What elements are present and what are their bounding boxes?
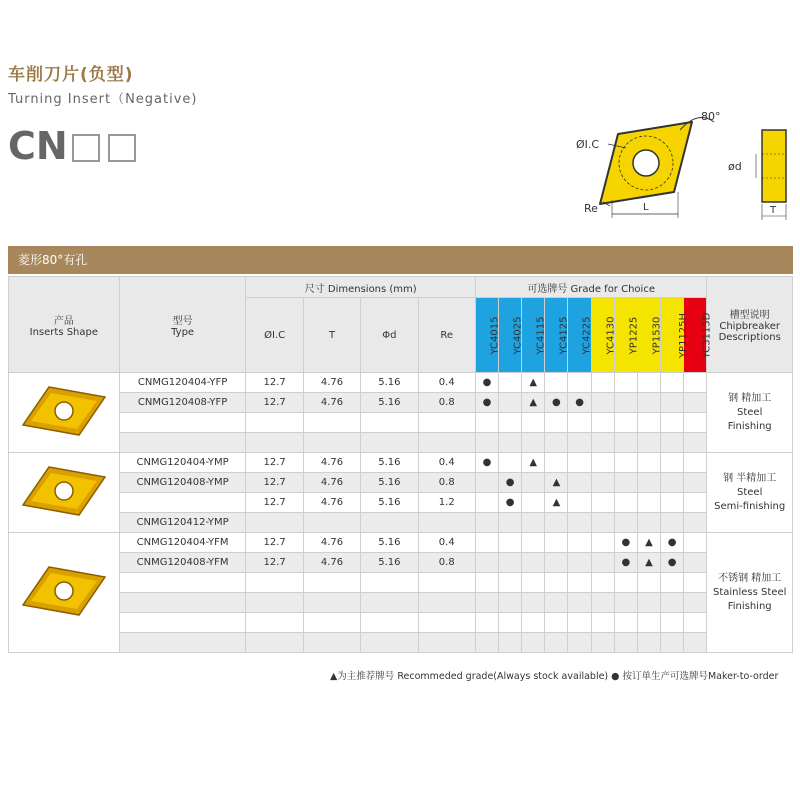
grade-mark-cell bbox=[522, 573, 545, 593]
grade-mark-cell bbox=[684, 553, 707, 573]
insert-shape-cell bbox=[9, 373, 120, 453]
header-t: T bbox=[303, 298, 360, 373]
grade-label: YC4125 bbox=[558, 316, 570, 354]
grade-mark-cell bbox=[499, 453, 522, 473]
grade-mark-cell bbox=[568, 373, 591, 393]
grade-mark-cell: ▲ bbox=[637, 533, 660, 553]
grade-mark-cell bbox=[568, 473, 591, 493]
header-type bbox=[119, 277, 246, 373]
type-cell bbox=[119, 413, 246, 433]
grade-mark-cell bbox=[684, 373, 707, 393]
t-cell: 4.76 bbox=[303, 453, 360, 473]
od-label: ød bbox=[728, 160, 742, 173]
chipbreaker-description bbox=[707, 533, 793, 653]
grade-mark-cell bbox=[591, 633, 614, 653]
table-row bbox=[9, 553, 793, 573]
grade-label: YP1225 bbox=[628, 316, 640, 354]
ic-cell: 12.7 bbox=[246, 493, 303, 513]
ic-label: ØI.C bbox=[576, 138, 600, 151]
grade-mark-cell bbox=[684, 413, 707, 433]
grade-mark-cell: ● bbox=[614, 553, 637, 573]
desc-line: Finishing bbox=[727, 420, 772, 432]
grade-mark-cell bbox=[522, 473, 545, 493]
grade-mark-cell bbox=[522, 593, 545, 613]
l-label: L bbox=[643, 202, 649, 213]
grade-mark-cell: ▲ bbox=[545, 493, 568, 513]
grade-label: YC4025 bbox=[512, 316, 524, 354]
header-chip-en2: Descriptions bbox=[718, 332, 781, 343]
insert-table bbox=[8, 276, 793, 653]
grade-mark-cell bbox=[614, 573, 637, 593]
desc-line: 不锈钢 精加工 bbox=[718, 572, 782, 584]
grade-label: YC4225 bbox=[581, 316, 593, 354]
header-grades: 可选牌号 Grade for Choice bbox=[475, 277, 706, 298]
grade-mark-cell bbox=[637, 513, 660, 533]
placeholder-box-1 bbox=[72, 134, 100, 162]
type-cell bbox=[119, 573, 246, 593]
insert-code: CN bbox=[8, 124, 68, 168]
grade-mark-cell bbox=[637, 413, 660, 433]
grade-mark-cell bbox=[499, 573, 522, 593]
grade-mark-cell bbox=[545, 433, 568, 453]
ic-cell bbox=[246, 413, 303, 433]
grade-mark-cell bbox=[522, 613, 545, 633]
grade-header-yc4015 bbox=[475, 298, 501, 373]
grade-mark-cell bbox=[614, 633, 637, 653]
header-type-cn: 型号 bbox=[172, 315, 193, 327]
table-row bbox=[9, 513, 793, 533]
grade-mark-cell bbox=[568, 513, 591, 533]
grade-mark-cell bbox=[684, 573, 707, 593]
re-cell: 0.4 bbox=[418, 453, 475, 473]
grade-mark-cell bbox=[614, 593, 637, 613]
grade-mark-cell bbox=[637, 573, 660, 593]
t-cell bbox=[303, 593, 360, 613]
section-bar: 菱形80°有孔 bbox=[8, 246, 793, 274]
grade-mark-cell: ▲ bbox=[522, 453, 545, 473]
insert-shape-cell bbox=[9, 533, 120, 653]
chipbreaker-description bbox=[707, 453, 793, 533]
type-cell: CNMG120404-YFP bbox=[119, 373, 246, 393]
grade-mark-cell bbox=[684, 493, 707, 513]
grade-label: YC4115 bbox=[535, 316, 547, 354]
grade-label: YC4015 bbox=[489, 316, 501, 354]
grade-mark-cell bbox=[475, 593, 498, 613]
grade-mark-cell bbox=[591, 573, 614, 593]
grade-mark-cell bbox=[684, 513, 707, 533]
grade-mark-cell: ▲ bbox=[522, 393, 545, 413]
table-row bbox=[9, 573, 793, 593]
type-cell bbox=[119, 633, 246, 653]
grade-mark-cell bbox=[614, 453, 637, 473]
type-cell: CNMG120408-YFM bbox=[119, 553, 246, 573]
grade-mark-cell bbox=[475, 613, 498, 633]
ic-cell bbox=[246, 573, 303, 593]
grade-mark-cell bbox=[637, 393, 660, 413]
grade-mark-cell bbox=[522, 413, 545, 433]
grade-mark-cell bbox=[522, 533, 545, 553]
table-row bbox=[9, 413, 793, 433]
grade-mark-cell bbox=[661, 573, 684, 593]
grade-mark-cell bbox=[637, 613, 660, 633]
header-shape-cn: 产品 bbox=[53, 315, 74, 327]
t-cell: 4.76 bbox=[303, 533, 360, 553]
ic-cell bbox=[246, 433, 303, 453]
grade-mark-cell: ▲ bbox=[637, 553, 660, 573]
insert-image bbox=[19, 561, 109, 621]
grade-mark-cell bbox=[475, 573, 498, 593]
ic-cell: 12.7 bbox=[246, 553, 303, 573]
header-dimensions: 尺寸 Dimensions (mm) bbox=[246, 277, 475, 298]
grade-mark-cell bbox=[545, 533, 568, 553]
grade-mark-cell bbox=[614, 513, 637, 533]
grade-mark-cell bbox=[614, 433, 637, 453]
grade-mark-cell bbox=[545, 373, 568, 393]
grade-mark-cell bbox=[591, 393, 614, 413]
grade-mark-cell bbox=[568, 533, 591, 553]
d-cell bbox=[361, 513, 418, 533]
re-label: Re bbox=[584, 202, 598, 215]
t-cell: 4.76 bbox=[303, 493, 360, 513]
d-cell: 5.16 bbox=[361, 453, 418, 473]
legend-footer: ▲为主推荐牌号 Recommeded grade(Always stock available) ● 按订单生产可选牌号Maker-to-order bbox=[330, 671, 779, 682]
header-d: Φd bbox=[361, 298, 418, 373]
grade-mark-cell bbox=[591, 553, 614, 573]
grade-mark-cell bbox=[661, 413, 684, 433]
grade-label: YP1125H bbox=[678, 312, 690, 358]
grade-mark-cell bbox=[684, 613, 707, 633]
d-cell bbox=[361, 613, 418, 633]
grade-mark-cell bbox=[684, 453, 707, 473]
grade-mark-cell bbox=[568, 433, 591, 453]
ic-cell bbox=[246, 513, 303, 533]
header-re: Re bbox=[418, 298, 475, 373]
grade-mark-cell: ● bbox=[661, 553, 684, 573]
desc-line: 钢 精加工 bbox=[728, 392, 772, 404]
type-cell: CNMG120408-YMP bbox=[119, 473, 246, 493]
grade-label: YC4130 bbox=[605, 316, 617, 354]
grade-mark-cell bbox=[499, 593, 522, 613]
table-row bbox=[9, 593, 793, 613]
ic-cell bbox=[246, 593, 303, 613]
grade-mark-cell bbox=[614, 393, 637, 413]
grade-mark-cell bbox=[475, 413, 498, 433]
re-cell: 0.8 bbox=[418, 473, 475, 493]
desc-line: 钢 半精加工 bbox=[723, 472, 777, 484]
grade-mark-cell bbox=[661, 393, 684, 413]
type-cell bbox=[119, 493, 246, 513]
grade-mark-cell bbox=[637, 433, 660, 453]
grade-mark-cell bbox=[614, 473, 637, 493]
grade-mark-cell bbox=[661, 593, 684, 613]
grade-mark-cell bbox=[475, 553, 498, 573]
d-cell: 5.16 bbox=[361, 553, 418, 573]
grade-mark-cell bbox=[499, 393, 522, 413]
table-row bbox=[9, 533, 793, 553]
d-cell: 5.16 bbox=[361, 473, 418, 493]
grade-mark-cell bbox=[522, 633, 545, 653]
type-cell: CNMG120404-YFM bbox=[119, 533, 246, 553]
grade-mark-cell bbox=[684, 593, 707, 613]
d-cell bbox=[361, 593, 418, 613]
re-cell: 0.8 bbox=[418, 553, 475, 573]
ic-cell: 12.7 bbox=[246, 373, 303, 393]
grade-mark-cell bbox=[568, 593, 591, 613]
grade-mark-cell bbox=[545, 413, 568, 433]
insert-hole bbox=[633, 150, 659, 176]
grade-mark-cell bbox=[591, 413, 614, 433]
grade-label: YP1530 bbox=[651, 316, 663, 354]
grade-header-yc4115 bbox=[522, 298, 545, 373]
desc-line: Finishing bbox=[727, 600, 772, 612]
d-cell bbox=[361, 433, 418, 453]
grade-mark-cell bbox=[684, 473, 707, 493]
grade-mark-cell bbox=[591, 473, 614, 493]
d-cell: 5.16 bbox=[361, 373, 418, 393]
grade-mark-cell bbox=[614, 413, 637, 433]
t-cell bbox=[303, 613, 360, 633]
grade-mark-cell bbox=[591, 513, 614, 533]
grade-mark-cell bbox=[499, 373, 522, 393]
table-row bbox=[9, 453, 793, 473]
grade-mark-cell bbox=[499, 433, 522, 453]
grade-mark-cell bbox=[522, 513, 545, 533]
grade-mark-cell bbox=[475, 633, 498, 653]
re-cell bbox=[418, 433, 475, 453]
desc-line: Steel bbox=[737, 406, 763, 418]
type-cell: CNMG120412-YMP bbox=[119, 513, 246, 533]
grade-mark-cell bbox=[545, 593, 568, 613]
grade-header-yc4125 bbox=[545, 298, 568, 373]
grade-mark-cell bbox=[591, 493, 614, 513]
insert-image bbox=[19, 461, 109, 521]
header-type-en: Type bbox=[171, 326, 195, 338]
grade-mark-cell: ● bbox=[475, 453, 498, 473]
grade-mark-cell bbox=[522, 553, 545, 573]
header-ic: ØI.C bbox=[246, 298, 303, 373]
angle-label: 80° bbox=[701, 110, 721, 123]
grade-mark-cell bbox=[661, 433, 684, 453]
grade-mark-cell bbox=[661, 453, 684, 473]
grade-mark-cell bbox=[499, 613, 522, 633]
t-cell: 4.76 bbox=[303, 553, 360, 573]
grade-mark-cell bbox=[614, 493, 637, 513]
grade-mark-cell bbox=[568, 613, 591, 633]
grade-mark-cell bbox=[637, 473, 660, 493]
grade-mark-cell bbox=[637, 633, 660, 653]
insert-side-view bbox=[762, 130, 786, 202]
ic-cell: 12.7 bbox=[246, 453, 303, 473]
grade-mark-cell: ● bbox=[661, 533, 684, 553]
type-cell: CNMG120408-YFP bbox=[119, 393, 246, 413]
re-cell bbox=[418, 513, 475, 533]
grade-mark-cell bbox=[637, 453, 660, 473]
grade-mark-cell bbox=[661, 513, 684, 533]
table-row bbox=[9, 393, 793, 413]
ic-cell: 12.7 bbox=[246, 473, 303, 493]
grade-header-yp1225 bbox=[614, 298, 640, 373]
grade-mark-cell bbox=[545, 453, 568, 473]
grade-mark-cell: ● bbox=[475, 393, 498, 413]
grade-mark-cell bbox=[661, 493, 684, 513]
grade-mark-cell bbox=[499, 413, 522, 433]
title-cn: 车削刀片(负型) bbox=[8, 65, 134, 85]
re-cell: 0.4 bbox=[418, 373, 475, 393]
table-row bbox=[9, 373, 793, 393]
grade-mark-cell bbox=[614, 373, 637, 393]
header-shape-en: Inserts Shape bbox=[29, 326, 99, 338]
grade-mark-cell bbox=[637, 493, 660, 513]
grade-mark-cell bbox=[475, 473, 498, 493]
grade-mark-cell bbox=[591, 593, 614, 613]
grade-mark-cell bbox=[545, 613, 568, 633]
grade-mark-cell bbox=[684, 533, 707, 553]
grade-mark-cell bbox=[545, 553, 568, 573]
grade-header-yc4025 bbox=[499, 298, 522, 373]
t-label: T bbox=[770, 205, 777, 216]
type-cell bbox=[119, 613, 246, 633]
ic-cell bbox=[246, 613, 303, 633]
d-cell bbox=[361, 573, 418, 593]
title-en: Turning Insert（Negative) bbox=[8, 92, 198, 107]
grade-mark-cell bbox=[591, 433, 614, 453]
header-chip-cn: 槽型说明 bbox=[729, 310, 770, 321]
insert-diagram bbox=[570, 100, 790, 230]
ic-cell bbox=[246, 633, 303, 653]
grade-mark-cell: ● bbox=[614, 533, 637, 553]
grade-mark-cell bbox=[475, 513, 498, 533]
grade-mark-cell bbox=[545, 633, 568, 653]
grade-mark-cell bbox=[568, 493, 591, 513]
table-row bbox=[9, 433, 793, 453]
grade-mark-cell bbox=[591, 533, 614, 553]
table-row bbox=[9, 493, 793, 513]
grade-mark-cell bbox=[661, 473, 684, 493]
grade-mark-cell bbox=[499, 633, 522, 653]
re-cell bbox=[418, 613, 475, 633]
grade-mark-cell: ● bbox=[545, 393, 568, 413]
t-cell bbox=[303, 573, 360, 593]
chipbreaker-description bbox=[707, 373, 793, 453]
d-cell: 5.16 bbox=[361, 533, 418, 553]
grade-mark-cell: ● bbox=[499, 473, 522, 493]
grade-header-yc4225 bbox=[568, 298, 591, 373]
grade-mark-cell bbox=[684, 393, 707, 413]
table-row bbox=[9, 613, 793, 633]
t-cell: 4.76 bbox=[303, 473, 360, 493]
type-cell bbox=[119, 433, 246, 453]
d-cell: 5.16 bbox=[361, 493, 418, 513]
d-cell bbox=[361, 633, 418, 653]
grade-header-yp1530 bbox=[637, 298, 663, 373]
re-cell bbox=[418, 573, 475, 593]
t-cell: 4.76 bbox=[303, 373, 360, 393]
grade-mark-cell: ▲ bbox=[545, 473, 568, 493]
grade-mark-cell: ▲ bbox=[522, 373, 545, 393]
grade-mark-cell bbox=[568, 573, 591, 593]
grade-mark-cell bbox=[591, 453, 614, 473]
t-cell bbox=[303, 413, 360, 433]
grade-mark-cell bbox=[568, 633, 591, 653]
table-row bbox=[9, 633, 793, 653]
desc-line: Stainless Steel bbox=[712, 586, 787, 598]
ic-cell: 12.7 bbox=[246, 393, 303, 413]
grade-mark-cell bbox=[661, 373, 684, 393]
table-row bbox=[9, 473, 793, 493]
grade-mark-cell bbox=[522, 433, 545, 453]
grade-header-yp1125h bbox=[661, 298, 690, 373]
grade-mark-cell bbox=[661, 613, 684, 633]
re-cell bbox=[418, 413, 475, 433]
placeholder-box-2 bbox=[108, 134, 136, 162]
grade-mark-cell bbox=[568, 413, 591, 433]
t-cell bbox=[303, 513, 360, 533]
desc-line: Steel bbox=[737, 486, 763, 498]
grade-mark-cell: ● bbox=[568, 393, 591, 413]
header-row-1 bbox=[9, 277, 793, 298]
grade-mark-cell bbox=[499, 553, 522, 573]
grade-mark-cell bbox=[684, 633, 707, 653]
grade-mark-cell bbox=[661, 633, 684, 653]
grade-mark-cell bbox=[475, 533, 498, 553]
grade-mark-cell bbox=[475, 433, 498, 453]
type-cell bbox=[119, 593, 246, 613]
grade-mark-cell: ● bbox=[499, 493, 522, 513]
re-cell: 1.2 bbox=[418, 493, 475, 513]
grade-label: YC3115D bbox=[701, 312, 713, 358]
grade-mark-cell bbox=[591, 613, 614, 633]
ic-cell: 12.7 bbox=[246, 533, 303, 553]
grade-mark-cell bbox=[545, 513, 568, 533]
d-cell: 5.16 bbox=[361, 393, 418, 413]
grade-mark-cell bbox=[637, 373, 660, 393]
insert-image bbox=[19, 381, 109, 441]
grade-mark-cell bbox=[614, 613, 637, 633]
grade-header-yc4130 bbox=[591, 298, 617, 373]
re-cell: 0.4 bbox=[418, 533, 475, 553]
grade-mark-cell bbox=[545, 573, 568, 593]
re-cell bbox=[418, 593, 475, 613]
grade-mark-cell bbox=[499, 513, 522, 533]
grade-mark-cell bbox=[591, 373, 614, 393]
type-cell: CNMG120404-YMP bbox=[119, 453, 246, 473]
header-chip-en1: Chipbreaker bbox=[719, 321, 781, 332]
t-cell bbox=[303, 633, 360, 653]
grade-mark-cell bbox=[475, 493, 498, 513]
t-cell: 4.76 bbox=[303, 393, 360, 413]
desc-line: Semi-finishing bbox=[714, 500, 786, 512]
grade-mark-cell bbox=[568, 453, 591, 473]
header-chipbreaker bbox=[707, 277, 793, 373]
grade-mark-cell bbox=[637, 593, 660, 613]
grade-mark-cell bbox=[522, 493, 545, 513]
grade-mark-cell bbox=[499, 533, 522, 553]
grade-mark-cell: ● bbox=[475, 373, 498, 393]
grade-mark-cell bbox=[568, 553, 591, 573]
grade-mark-cell bbox=[684, 433, 707, 453]
d-cell bbox=[361, 413, 418, 433]
header-shape bbox=[9, 277, 120, 373]
re-cell: 0.8 bbox=[418, 393, 475, 413]
t-cell bbox=[303, 433, 360, 453]
re-cell bbox=[418, 633, 475, 653]
insert-shape-cell bbox=[9, 453, 120, 533]
